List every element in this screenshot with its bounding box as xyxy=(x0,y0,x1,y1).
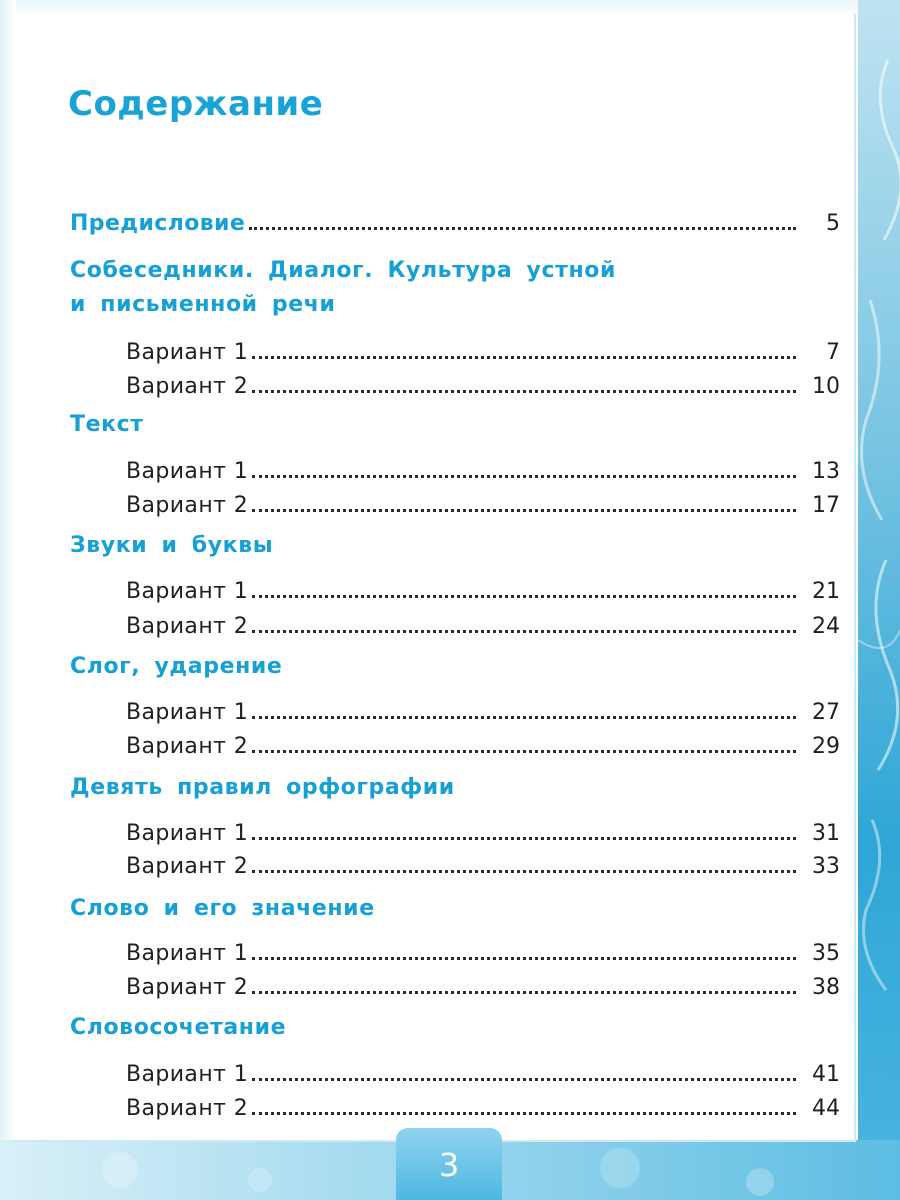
section-title: Текст xyxy=(70,412,144,437)
dot-leader xyxy=(252,1076,796,1081)
toc-page-number: 5 xyxy=(826,211,840,236)
toc-entry-label: Вариант 1 xyxy=(126,700,249,725)
toc-entry-label: Вариант 2 xyxy=(126,734,249,759)
page-number: 3 xyxy=(438,1146,460,1184)
toc-entry-variant[interactable] xyxy=(126,814,840,846)
dot-leader xyxy=(252,507,796,512)
toc-entry-label: Вариант 1 xyxy=(126,941,249,966)
section-title-line2: и письменной речи xyxy=(70,292,336,317)
section-title: Девять правил орфографии xyxy=(70,775,455,800)
section-title: Слово и его значение xyxy=(70,896,375,921)
toc-entry-label: Вариант 2 xyxy=(126,854,249,879)
toc-entry-variant[interactable] xyxy=(126,607,840,639)
dot-leader xyxy=(252,473,796,478)
toc-page-number: 17 xyxy=(812,493,840,518)
dot-leader xyxy=(252,955,796,960)
toc-page-number: 21 xyxy=(812,579,840,604)
toc-entry-label: Вариант 1 xyxy=(126,340,249,365)
dot-leader xyxy=(252,835,796,840)
toc-page-number: 41 xyxy=(812,1062,840,1087)
toc-entry-label: Предисловие xyxy=(70,211,246,236)
toc-page-number: 35 xyxy=(812,941,840,966)
section-title: Слог, ударение xyxy=(70,654,283,679)
toc-entry-variant[interactable] xyxy=(126,1089,840,1121)
toc-page-number: 27 xyxy=(812,700,840,725)
dot-leader xyxy=(252,868,796,873)
dot-leader xyxy=(252,714,796,719)
toc-page-number: 38 xyxy=(812,975,840,1000)
toc-entry-variant[interactable] xyxy=(126,333,840,365)
toc-page-number: 31 xyxy=(812,821,840,846)
toc-entry-label: Вариант 2 xyxy=(126,614,249,639)
toc-page-number: 10 xyxy=(812,374,840,399)
toc-entry-variant[interactable] xyxy=(126,572,840,604)
toc-page-number: 13 xyxy=(812,459,840,484)
dot-leader xyxy=(252,354,796,359)
toc-page-number: 33 xyxy=(812,854,840,879)
toc-page-number: 29 xyxy=(812,734,840,759)
dot-leader xyxy=(252,989,796,994)
toc-entry-variant[interactable] xyxy=(126,452,840,484)
toc-entry-label: Вариант 2 xyxy=(126,975,249,1000)
toc-entry-label: Вариант 2 xyxy=(126,493,249,518)
toc-entry-variant[interactable] xyxy=(126,367,840,399)
toc-entry-preface[interactable] xyxy=(70,204,840,236)
toc-entry-label: Вариант 1 xyxy=(126,1062,249,1087)
toc-entry-label: Вариант 1 xyxy=(126,821,249,846)
toc-entry-label: Вариант 1 xyxy=(126,459,249,484)
toc-entry-label: Вариант 1 xyxy=(126,579,249,604)
dot-leader xyxy=(249,225,796,230)
toc-entry-variant[interactable] xyxy=(126,847,840,879)
section-title: Звуки и буквы xyxy=(70,533,274,558)
dot-leader xyxy=(252,1110,796,1115)
dot-leader xyxy=(252,388,796,393)
toc-page-number: 24 xyxy=(812,614,840,639)
dot-leader xyxy=(252,748,796,753)
toc-entry-variant[interactable] xyxy=(126,727,840,759)
toc-entry-variant[interactable] xyxy=(126,1055,840,1087)
toc-entry-variant[interactable] xyxy=(126,934,840,966)
decorative-side-band xyxy=(858,0,900,1200)
toc-page-number: 44 xyxy=(812,1096,840,1121)
toc-entry-variant[interactable] xyxy=(126,486,840,518)
dot-leader xyxy=(252,593,796,598)
section-title: Словосочетание xyxy=(70,1015,287,1040)
section-title: Собеседники. Диалог. Культура устной xyxy=(70,258,616,283)
toc-entry-label: Вариант 2 xyxy=(126,1096,249,1121)
dot-leader xyxy=(252,628,796,633)
toc-page-number: 7 xyxy=(826,340,840,365)
toc-entry-variant[interactable] xyxy=(126,693,840,725)
toc-entry-label: Вариант 2 xyxy=(126,374,249,399)
page-title: Содержание xyxy=(68,84,324,124)
toc-entry-variant[interactable] xyxy=(126,968,840,1000)
